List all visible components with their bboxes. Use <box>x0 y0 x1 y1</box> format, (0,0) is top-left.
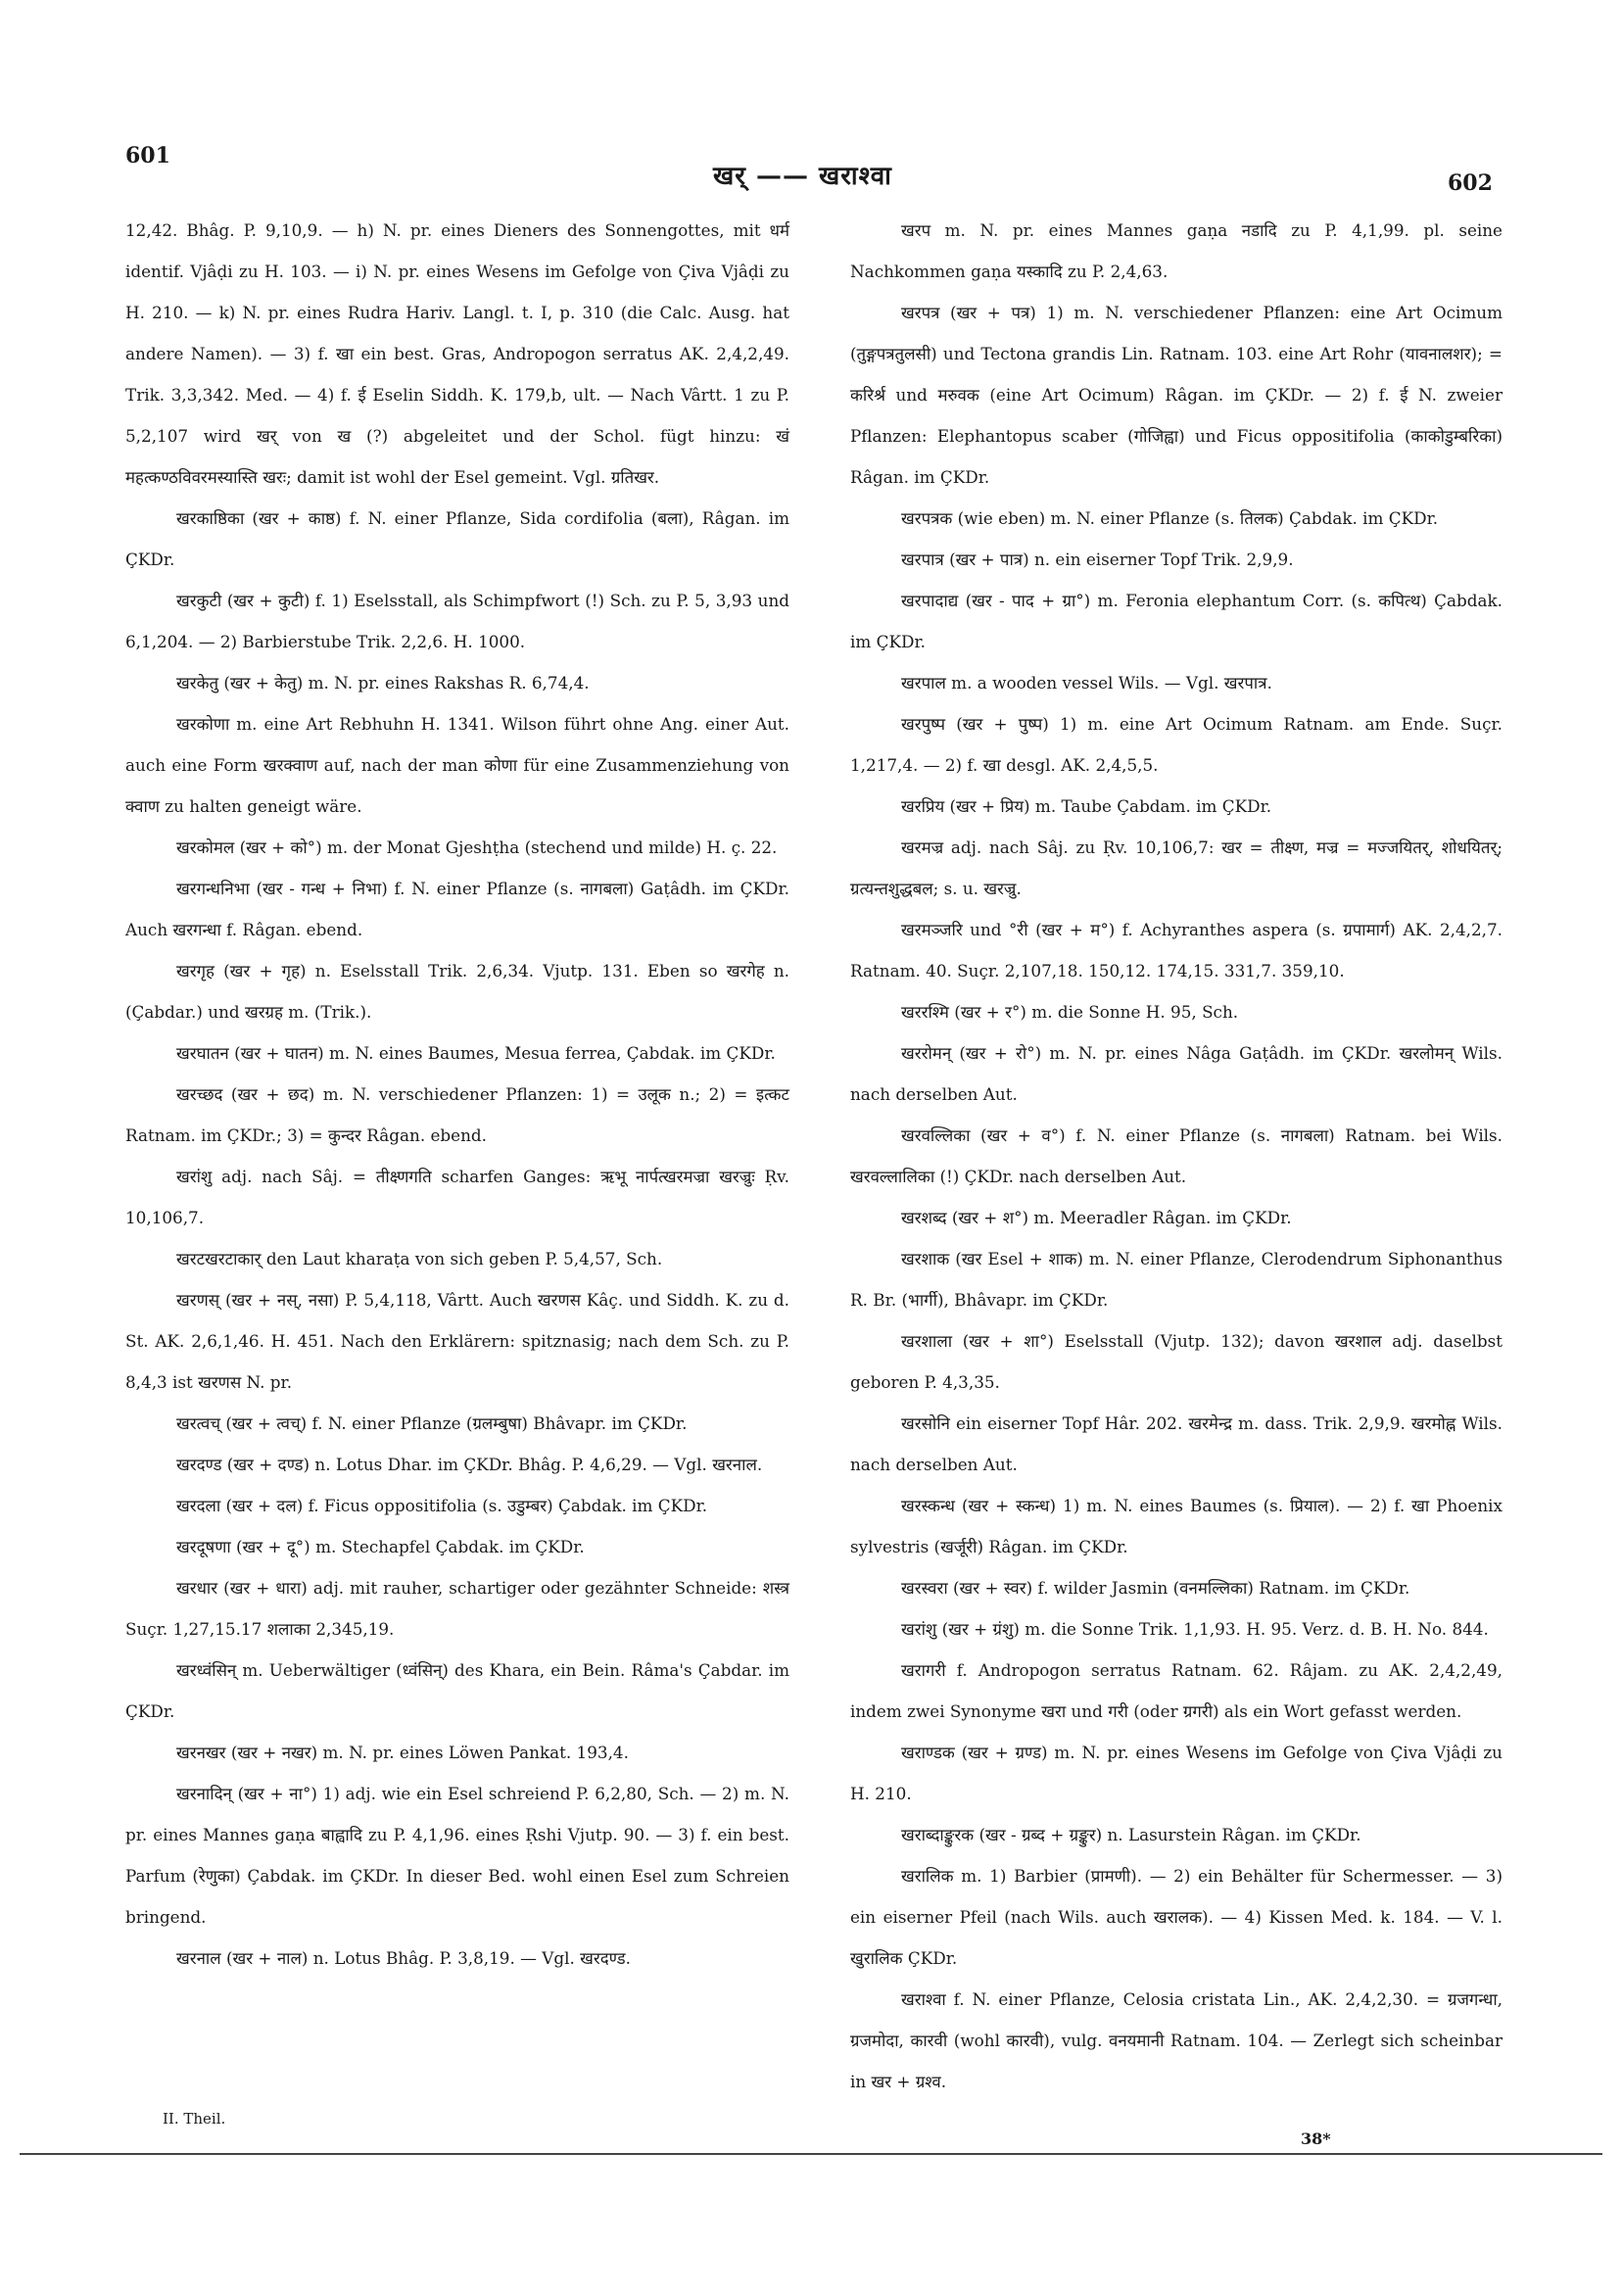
entry: खरघातन (खर + घातन) m. N. eines Baumes, Mesua ferrea, Çabdak. im ÇKDr. <box>176 1043 776 1063</box>
volume-note: II. Theil. <box>163 2110 226 2128</box>
page-number-right: 602 <box>1448 170 1493 196</box>
entry: खरगन्धनिभा (खर - गन्ध + निभा) f. N. einer Pflanze (s. नागबला) Gaṭâdh. im ÇKDr. Auch खरगन्धा f. Râgan. ebend. <box>125 879 789 939</box>
entry: खरदूषणा (खर + दू°) m. Stechapfel Çabdak. im ÇKDr. <box>176 1537 585 1556</box>
entry: खरदला (खर + दल) f. Ficus oppositifolia (s. उडुम्बर) Çabdak. im ÇKDr. <box>176 1496 708 1515</box>
entry: खरप्रिय (खर + प्रिय) m. Taube Çabdam. im ÇKDr. <box>901 796 1272 816</box>
entry-continuation: 12,42. Bhâg. P. 9,10,9. — h) N. pr. eines Dieners des Sonnengottes, mit धर्म identif. Vjâḍi zu H. 103. — i) N. pr. eines Wesens im Gefolge von Çiva Vjâḍi zu H. 210. — k) N. pr. eines Rudra Hariv. Langl. t. I, p. 310 (die Calc. Ausg. hat andere Namen). — 3) f. खा ein best. Gras, Andropogon serratus AK. 2,4,2,49. Trik. 3,3,342. Med. — 4) f. ई Eselin Siddh. K. 179,b, ult. — Nach Vârtt. 1 zu P. 5,2,107 wird खर् von ख (?) abgeleitet und der Schol. fügt hinzu: खं महत्कण्ठविवरमस्यास्ति खरः; damit ist wohl der Esel gemeint. Vgl. ग्रतिखर. <box>125 220 789 487</box>
entry: खरवल्लिका (खर + व°) f. N. einer Pflanze (s. नागबला) Ratnam. bei Wils. खरवल्लालिका (!) ÇKDr. nach derselben Aut. <box>850 1125 1503 1186</box>
entry: खरपत्र (खर + पत्र) 1) m. N. verschiedener Pflanzen: eine Art Ocimum (तुङ्गपत्रतुलसी) und Tectona grandis Lin. Ratnam. 103. eine Art Rohr (यावनालशर); = करिर्श्र und मरुवक (eine Art Ocimum) Râgan. im ÇKDr. — 2) f. ई N. zweier Pflanzen: Elephantopus scaber (गोजिह्वा) und Ficus oppositifolia (काकोडुम्बरिका) Râgan. im ÇKDr. <box>850 303 1503 487</box>
entry: खरधार (खर + धारा) adj. mit rauher, schartiger oder gezähnter Schneide: शस्त्र Suçr. 1,27,15.17 शलाका 2,345,19. <box>125 1578 789 1639</box>
entry: खरस्कन्ध (खर + स्कन्ध) 1) m. N. eines Baumes (s. प्रियाल). — 2) f. खा Phoenix sylvestris (खर्जूरी) Râgan. im ÇKDr. <box>850 1496 1503 1556</box>
entry: खरकेतु (खर + केतु) m. N. pr. eines Rakshas R. 6,74,4. <box>176 673 590 693</box>
entry: खरगृह (खर + गृह) n. Eselsstall Trik. 2,6,34. Vjutp. 131. Eben so खरगेह n. (Çabdar.) und खरग्रह m. (Trik.). <box>125 961 789 1022</box>
entry: खरध्वंसिन् m. Ueberwältiger (ध्वंसिन्) des Khara, ein Bein. Râma's Çabdar. im ÇKDr. <box>125 1660 789 1721</box>
entry: खरसोनि ein eiserner Topf Hâr. 202. खरमेन्द्र m. dass. Trik. 2,9,9. खरमोह्न Wils. nach derselben Aut. <box>850 1413 1503 1474</box>
entry: खराब्दाङ्कुरक (खर - ग्रब्द + ग्रङ्कुर) n. Lasurstein Râgan. im ÇKDr. <box>901 1825 1361 1844</box>
entry: खरणस् (खर + नस्, नसा) P. 5,4,118, Vârtt. Auch खरणस Kâç. und Siddh. K. zu d. St. AK. 2,6,1,46. H. 451. Nach den Erklärern: spitznasig; nach dem Sch. zu P. 8,4,3 ist खरणस N. pr. <box>125 1290 789 1392</box>
entry: खरस्वरा (खर + स्वर) f. wilder Jasmin (वनमल्लिका) Ratnam. im ÇKDr. <box>901 1578 1410 1598</box>
entry: खरत्वच् (खर + त्वच्) f. N. einer Pflanze (ग्रलम्बुषा) Bhâvapr. im ÇKDr. <box>176 1413 688 1433</box>
entry: खरपात्र (खर + पात्र) n. ein eiserner Topf Trik. 2,9,9. <box>901 550 1294 569</box>
entry: खरपाल m. a wooden vessel Wils. — Vgl. खरपात्र. <box>901 673 1272 693</box>
signature-mark: 38* <box>1301 2129 1331 2148</box>
entry: खरकाष्ठिका (खर + काष्ठ) f. N. einer Pflanze, Sida cordifolia (बला), Râgan. im ÇKDr. <box>125 508 789 569</box>
entry: खरकोणा m. eine Art Rebhuhn H. 1341. Wilson führt ohne Ang. einer Aut. auch eine Form खरक्वाण auf, nach der man कोणा für eine Zusammenziehung von क्वाण zu halten geneigt wäre. <box>125 714 789 816</box>
entry: खरागरी f. Andropogon serratus Ratnam. 62. Râjam. zu AK. 2,4,2,49, indem zwei Synonyme खरा und गरी (oder ग्रगरी) als ein Wort gefasst werden. <box>850 1660 1503 1721</box>
entry: खररश्मि (खर + र°) m. die Sonne H. 95, Sch. <box>901 1002 1239 1022</box>
entry: खरशाक (खर Esel + शाक) m. N. einer Pflanze, Clerodendrum Siphonanthus R. Br. (भार्गी), Bhâvapr. im ÇKDr. <box>850 1249 1503 1310</box>
left-column <box>125 210 789 1979</box>
entry: खरालिक m. 1) Barbier (प्रामणी). — 2) ein Behälter für Schermesser. — 3) ein eiserner Pfeil (nach Wils. auch खरालक). — 4) Kissen Med. k. 184. — V. l. खुरालिक ÇKDr. <box>850 1866 1503 1968</box>
entry: खराण्डक (खर + ग्रण्ड) m. N. pr. eines Wesens im Gefolge von Çiva Vjâḍi zu H. 210. <box>850 1743 1503 1803</box>
right-column <box>850 210 1503 2102</box>
entry: खरपत्रक (wie eben) m. N. einer Pflanze (s. तिलक) Çabdak. im ÇKDr. <box>901 508 1439 528</box>
running-head: खर् —— खराश्वा <box>713 162 892 191</box>
entry: खरनादिन् (खर + ना°) 1) adj. wie ein Esel schreiend P. 6,2,80, Sch. — 2) m. N. pr. eines Mannes gaṇa बाह्वादि zu P. 4,1,96. eines Ṛshi Vjutp. 90. — 3) f. ein best. Parfum (रेणुका) Çabdak. im ÇKDr. In dieser Bed. wohl einen Esel zum Schreien bringend. <box>125 1784 789 1927</box>
entry: खरशब्द (खर + श°) m. Meeradler Râgan. im ÇKDr. <box>901 1208 1292 1227</box>
entry: खरांशु adj. nach Sâj. = तीक्ष्णगति scharfen Ganges: ऋभू नार्पत्खरमज्रा खरज्रुः Ṛv. 10,106,7. <box>125 1167 789 1227</box>
entry: खरदण्ड (खर + दण्ड) n. Lotus Dhar. im ÇKDr. Bhâg. P. 4,6,29. — Vgl. खरनाल. <box>176 1455 763 1474</box>
entry: खरमज्र adj. nach Sâj. zu Ṛv. 10,106,7: खर = तीक्ष्ण, मज्र = मज्जयितर्, शोधयितर्; ग्रत्यन्तशुद्धबल; s. u. खरज्रु. <box>850 837 1503 898</box>
entry: खरच्छद (खर + छद) m. N. verschiedener Pflanzen: 1) = उलूक n.; 2) = इत्कट Ratnam. im ÇKDr.; 3) = कुन्दर Râgan. ebend. <box>125 1084 789 1145</box>
entry: खरटखरटाकार् den Laut kharaṭa von sich geben P. 5,4,57, Sch. <box>176 1249 663 1268</box>
entry: खरमञ्जरि und °री (खर + म°) f. Achyranthes aspera (s. ग्रपामार्ग) AK. 2,4,2,7. Ratnam. 40. Suçr. 2,107,18. 150,12. 174,15. 331,7. 359,10. <box>850 920 1503 981</box>
page-number-left: 601 <box>125 143 170 168</box>
entry: खरनखर (खर + नखर) m. N. pr. eines Löwen Pankat. 193,4. <box>176 1743 629 1762</box>
entry: खराश्वा f. N. einer Pflanze, Celosia cristata Lin., AK. 2,4,2,30. = ग्रजगन्धा, ग्रजमोदा, कारवी (wohl कारवी), vulg. वनयमानी Ratnam. 104. — Zerlegt sich scheinbar in खर + ग्रश्व. <box>850 1989 1503 2091</box>
entry: खरकुटी (खर + कुटी) f. 1) Eselsstall, als Schimpfwort (!) Sch. zu P. 5, 3,93 und 6,1,204. — 2) Barbierstube Trik. 2,2,6. H. 1000. <box>125 591 789 651</box>
entry: खररोमन् (खर + रो°) m. N. pr. eines Nâga Gaṭâdh. im ÇKDr. खरलोमन् Wils. nach derselben Aut. <box>850 1043 1503 1104</box>
entry: खरशाला (खर + शा°) Eselsstall (Vjutp. 132); davon खरशाल adj. daselbst geboren P. 4,3,35. <box>850 1331 1503 1392</box>
entry: खरकोमल (खर + को°) m. der Monat Gjeshṭha (stechend und milde) H. ç. 22. <box>176 837 778 857</box>
entry: खरनाल (खर + नाल) n. Lotus Bhâg. P. 3,8,19. — Vgl. खरदण्ड. <box>176 1948 631 1968</box>
entry: खरपुष्प (खर + पुष्प) 1) m. eine Art Ocimum Ratnam. am Ende. Suçr. 1,217,4. — 2) f. खा desgl. AK. 2,4,5,5. <box>850 714 1503 775</box>
bottom-rule <box>20 2153 1602 2155</box>
entry: खरपादाद्य (खर - पाद + ग्रा°) m. Feronia elephantum Corr. (s. कपित्थ) Çabdak. im ÇKDr. <box>850 591 1503 651</box>
entry: खरांशु (खर + ग्रंशु) m. die Sonne Trik. 1,1,93. H. 95. Verz. d. B. H. No. 844. <box>901 1619 1489 1639</box>
entry: खरप m. N. pr. eines Mannes gaṇa नडादि zu P. 4,1,99. pl. seine Nachkommen gaṇa यस्कादि zu P. 2,4,63. <box>850 220 1503 281</box>
